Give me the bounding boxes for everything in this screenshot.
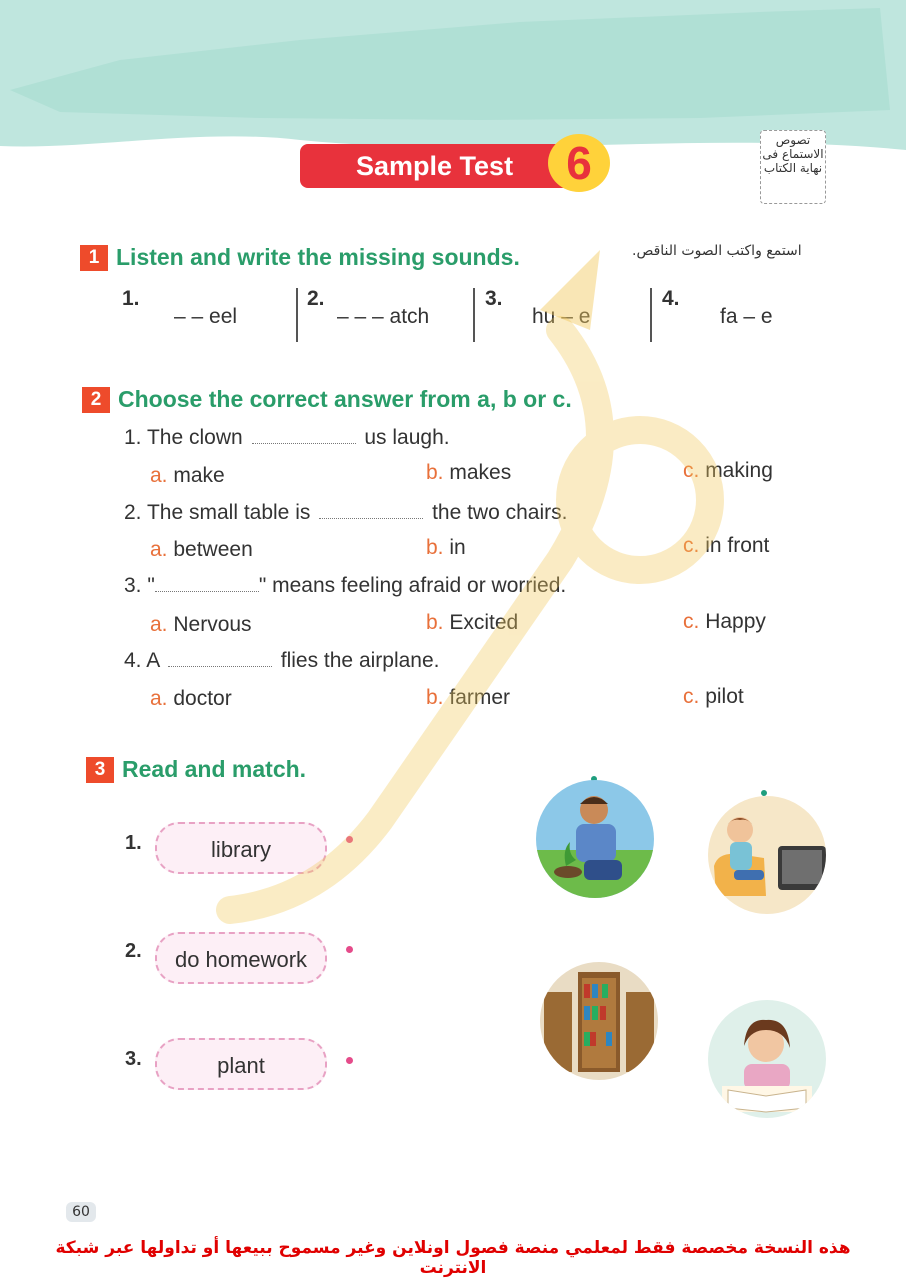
option-letter: c. xyxy=(683,459,700,482)
option-text: pilot xyxy=(705,685,744,708)
option-b[interactable] xyxy=(426,611,518,635)
option-letter: b. xyxy=(426,536,444,559)
option-letter: a. xyxy=(150,613,168,636)
sound-item-word: – – – atch xyxy=(337,305,430,328)
question-4 xyxy=(124,649,440,673)
match-dot[interactable] xyxy=(346,836,353,843)
section-3-number: 3 xyxy=(86,757,114,783)
match-dot[interactable] xyxy=(346,946,353,953)
section-1-number: 1 xyxy=(80,245,108,271)
question-text: 4. A xyxy=(124,649,160,672)
question-3 xyxy=(124,574,566,598)
match-dot[interactable] xyxy=(346,1057,353,1064)
section-1-arabic-instruction: استمع واكتب الصوت الناقص. xyxy=(632,243,802,259)
option-text: Excited xyxy=(449,611,519,634)
option-letter: b. xyxy=(426,611,444,634)
section-2-number: 2 xyxy=(82,387,110,413)
copyright-notice: هذه النسخة مخصصة فقط لمعلمي منصة فصول اونلاين وغير مسموح ببيعها أو تداولها عبر شبكة الانترنت xyxy=(55,1238,851,1278)
library-shelves-image[interactable] xyxy=(540,962,658,1080)
question-text: 1. The clown xyxy=(124,426,243,449)
answer-blank[interactable] xyxy=(155,590,259,592)
option-text: makes xyxy=(449,461,512,484)
section-2-title: Choose the correct answer from a, b or c. xyxy=(118,386,572,412)
question-text: the two chairs. xyxy=(432,501,568,524)
answer-blank[interactable] xyxy=(168,665,272,667)
sound-item-number: 2. xyxy=(307,287,325,310)
option-b[interactable] xyxy=(426,461,511,485)
page-number: 60 xyxy=(66,1202,96,1222)
option-letter: c. xyxy=(683,610,700,633)
answer-blank[interactable] xyxy=(252,442,356,444)
girl-doing-homework-image[interactable] xyxy=(708,1000,826,1118)
divider xyxy=(650,288,652,342)
question-2 xyxy=(124,501,567,525)
sound-item-word: hu – e xyxy=(532,305,591,328)
question-text: 3. " xyxy=(124,574,155,597)
option-b[interactable] xyxy=(426,686,510,710)
match-number: 1. xyxy=(125,832,142,854)
option-text: in xyxy=(449,536,466,559)
question-text: flies the airplane. xyxy=(280,649,440,672)
section-2-heading xyxy=(82,386,572,413)
section-1-title: Listen and write the missing sounds. xyxy=(116,244,520,270)
option-letter: a. xyxy=(150,464,168,487)
option-text: making xyxy=(705,459,773,482)
option-letter: a. xyxy=(150,687,168,710)
option-text: farmer xyxy=(449,686,511,709)
option-text: make xyxy=(173,464,225,487)
answer-blank[interactable] xyxy=(319,517,423,519)
boy-watching-tv-image[interactable] xyxy=(708,796,826,914)
section-3-title: Read and match. xyxy=(122,756,307,782)
option-a[interactable] xyxy=(150,613,252,637)
option-letter: b. xyxy=(426,461,444,484)
section-3-heading xyxy=(86,756,306,783)
option-b[interactable] xyxy=(426,536,466,560)
match-word-library[interactable]: library xyxy=(155,822,327,874)
test-title: Sample Test xyxy=(300,144,570,188)
option-a[interactable] xyxy=(150,464,225,488)
option-letter: a. xyxy=(150,538,168,561)
sound-item-4 xyxy=(662,285,822,341)
sound-item-2 xyxy=(307,285,467,341)
option-c[interactable] xyxy=(683,459,773,483)
option-text: between xyxy=(173,538,253,561)
option-text: Happy xyxy=(705,610,766,633)
match-word-plant[interactable]: plant xyxy=(155,1038,327,1090)
option-letter: c. xyxy=(683,534,700,557)
farmer-planting-image[interactable] xyxy=(536,780,654,898)
sound-item-number: 3. xyxy=(485,287,503,310)
match-number: 2. xyxy=(125,940,142,962)
audio-script-note: تصوص الاستماع فى نهاية الكتاب xyxy=(760,130,826,204)
option-a[interactable] xyxy=(150,687,232,711)
sound-item-word: fa – e xyxy=(720,305,773,328)
option-letter: c. xyxy=(683,685,700,708)
divider xyxy=(296,288,298,342)
match-word-do-homework[interactable]: do homework xyxy=(155,932,327,984)
option-text: Nervous xyxy=(173,613,252,636)
option-c[interactable] xyxy=(683,685,744,709)
sound-item-number: 1. xyxy=(122,287,140,310)
test-number-badge: 6 xyxy=(548,134,610,192)
sound-item-word: – – eel xyxy=(174,305,238,328)
question-text: 2. The small table is xyxy=(124,501,311,524)
option-c[interactable] xyxy=(683,610,766,634)
question-text: us laugh. xyxy=(364,426,450,449)
section-1-heading xyxy=(80,244,520,271)
question-1 xyxy=(124,426,450,450)
option-text: doctor xyxy=(173,687,232,710)
sound-item-number: 4. xyxy=(662,287,680,310)
sound-item-3 xyxy=(485,285,645,341)
sound-item-1 xyxy=(122,285,292,341)
option-c[interactable] xyxy=(683,534,769,558)
option-a[interactable] xyxy=(150,538,253,562)
question-text: " means feeling afraid or worried. xyxy=(258,574,567,597)
option-letter: b. xyxy=(426,686,444,709)
option-text: in front xyxy=(705,534,770,557)
match-number: 3. xyxy=(125,1048,142,1070)
divider xyxy=(473,288,475,342)
